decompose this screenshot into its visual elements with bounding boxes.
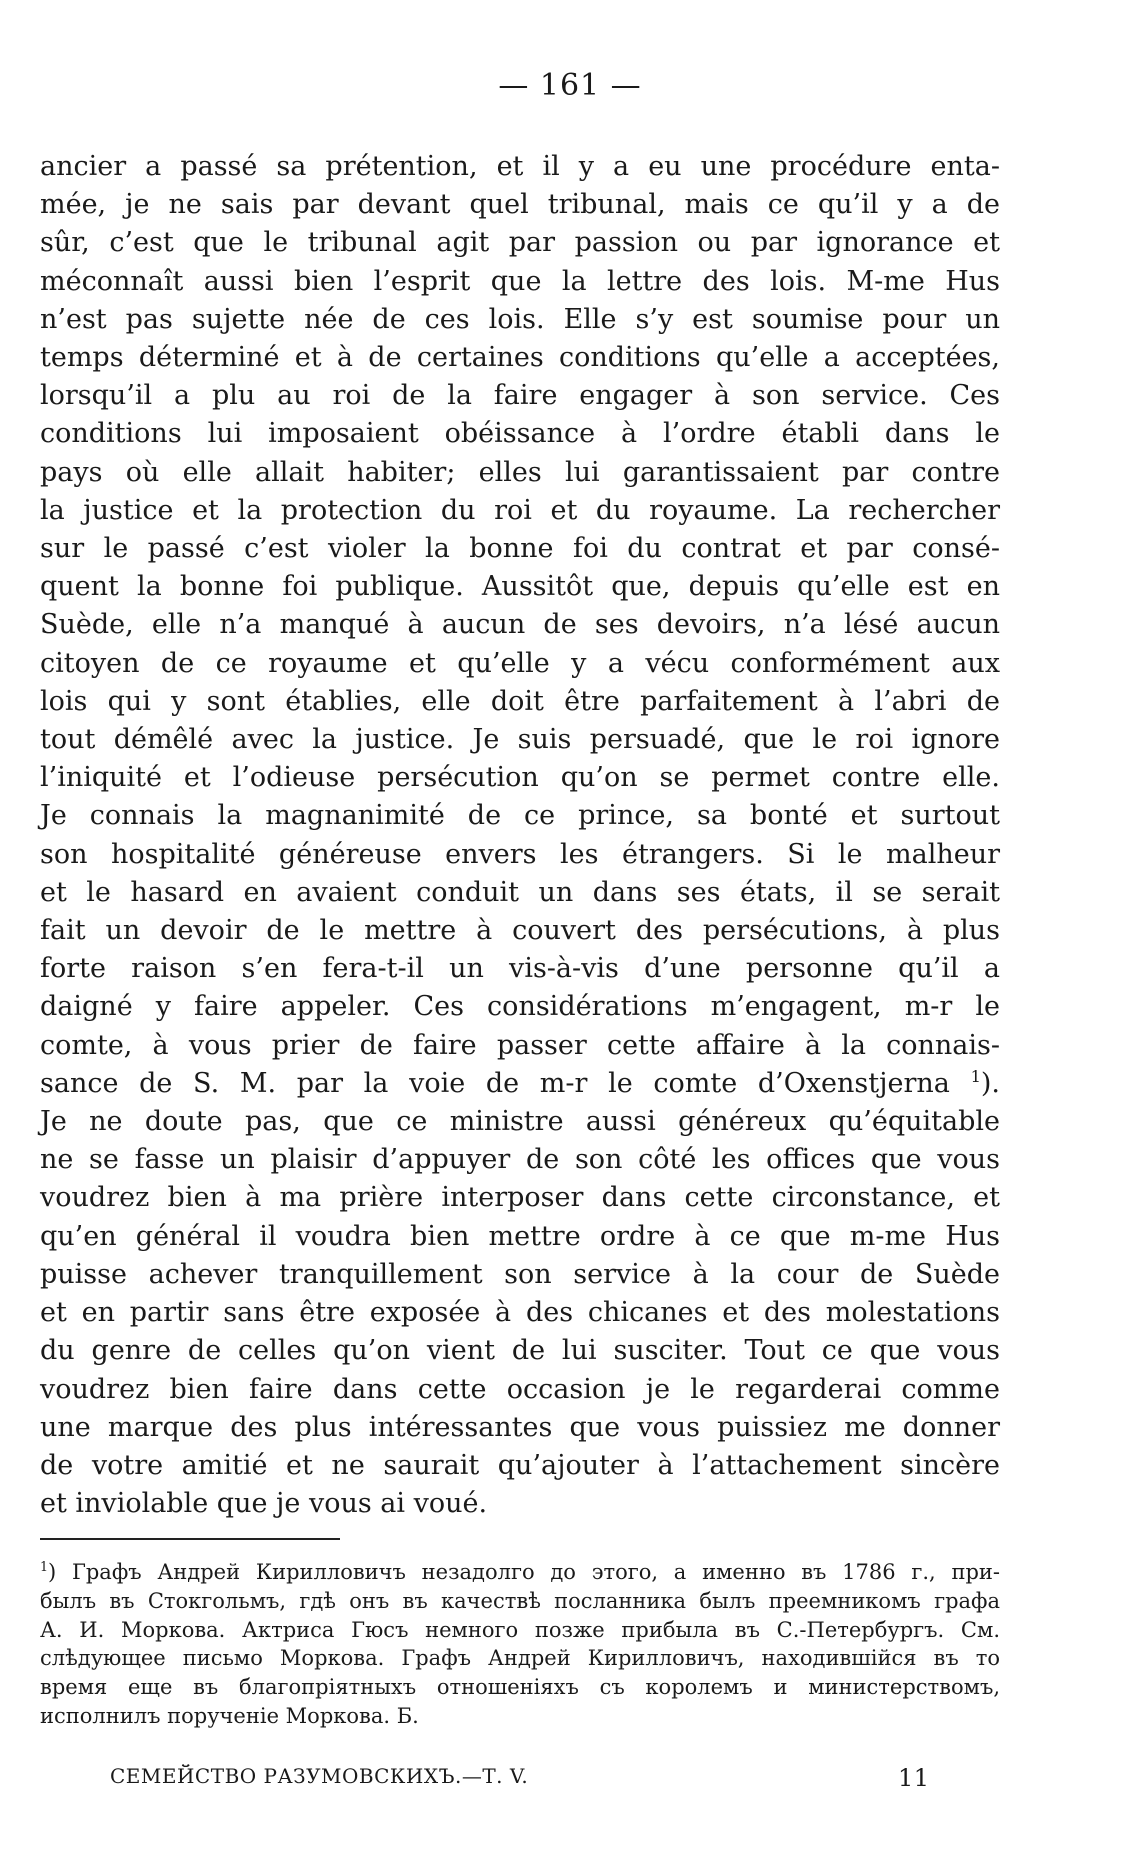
body-line: et le hasard en avaient conduit un dans ses états, il se serait	[40, 876, 1000, 908]
body-line-with-footnote-ref	[40, 1065, 1000, 1103]
body-line: Suède, elle n’a manqué à aucun de ses devoirs, n’a lésé aucun	[40, 609, 1000, 641]
body-line: ne se fasse un plaisir d’appuyer de son côté les offices que vous	[40, 1144, 1000, 1176]
body-line: la justice et la protection du roi et du royaume. La rechercher	[40, 494, 1000, 526]
body-line: ancier a passé sa prétention, et il y a eu une procédure enta-	[40, 151, 1000, 182]
body-line: Je ne doute pas, que ce ministre aussi généreux qu’équitable	[40, 1106, 1000, 1138]
body-line-text: sance de S. M. par la voie de m-r le comte d’Oxenstjerna	[40, 1067, 950, 1099]
body-line: pays où elle allait habiter; elles lui garantissaient par contre	[40, 456, 1000, 488]
footnote-line: время еще въ благопріятныхъ отношеніяхъ съ королемъ и министерствомъ,	[40, 1675, 1000, 1700]
body-line: sûr, c’est que le tribunal agit par passion ou par ignorance et	[40, 227, 1000, 259]
body-line: lois qui y sont établies, elle doit être parfaitement à l’abri de	[40, 685, 1000, 717]
body-line: temps déterminé et à de certaines conditions qu’elle a acceptées,	[40, 342, 1000, 374]
body-line: l’iniquité et l’odieuse persécution qu’on se permet contre elle.	[40, 762, 1000, 794]
body-line: fait un devoir de le mettre à couvert des persécutions, à plus	[40, 915, 1000, 947]
footnote-line: слѣдующее письмо Моркова. Графъ Андрей Кирилловичъ, находившійся въ то	[40, 1646, 1000, 1671]
signature-number: 11	[898, 1764, 930, 1792]
body-line: forte raison s’en fera-t-il un vis-à-vis d’une personne qu’il a	[40, 953, 1000, 985]
body-line: mée, je ne sais par devant quel tribunal, mais ce qu’il y a de	[40, 189, 1000, 221]
body-line: voudrez bien faire dans cette occasion je le regarderai comme	[40, 1373, 1000, 1405]
body-line: du genre de celles qu’on vient de lui susciter. Tout ce que vous	[40, 1335, 1000, 1367]
footnote	[40, 1558, 1000, 1731]
footnote-ref[interactable]: 1	[970, 1066, 981, 1086]
body-line: quent la bonne foi publique. Aussitôt que, depuis qu’elle est en	[40, 571, 1000, 603]
body-line: son hospitalité généreuse envers les étrangers. Si le malheur	[40, 838, 1000, 870]
body-line: et en partir sans être exposée à des chicanes et des molestations	[40, 1297, 1000, 1329]
body-line: comte, à vous prier de faire passer cette affaire à la connais-	[40, 1029, 1000, 1061]
body-line: Je connais la magnanimité de ce prince, sa bonté et surtout	[40, 800, 1000, 832]
body-line: méconnaît aussi bien l’esprit que la lettre des lois. M-me Hus	[40, 265, 1000, 297]
body-line: lorsqu’il a plu au roi de la faire engager à son service. Ces	[40, 380, 1000, 412]
body-line: une marque des plus intéressantes que vous puissiez me donner	[40, 1411, 1000, 1443]
footnote-line: исполнилъ порученіе Моркова. Б.	[40, 1703, 419, 1728]
footnote-ref-suffix: ).	[980, 1067, 1000, 1099]
body-line: n’est pas sujette née de ces lois. Elle s’y est soumise pour un	[40, 303, 1000, 335]
footnote-line	[40, 1558, 1000, 1587]
body-line: de votre amitié et ne saurait qu’ajouter à l’attachement sincère	[40, 1449, 1000, 1481]
footnote-marker: 1	[40, 1559, 49, 1574]
footnote-line: былъ въ Стокгольмъ, гдѣ онъ въ качествѣ посланника былъ преемникомъ графа	[40, 1588, 1000, 1613]
page-number: — 161 —	[498, 68, 642, 103]
body-line: voudrez bien à ma prière interposer dans cette circonstance, et	[40, 1182, 1000, 1214]
body-line: tout démêlé avec la justice. Je suis persuadé, que le roi ignore	[40, 724, 1000, 756]
footnote-line: А. И. Моркова. Актриса Гюсъ немного позже прибыла въ С.-Петербургъ. См.	[40, 1617, 1000, 1642]
body-line: daigné y faire appeler. Ces considérations m’engagent, m-r le	[40, 991, 1000, 1023]
signature-title: СЕМЕЙСТВО РАЗУМОВСКИХЪ.—Т. V.	[110, 1764, 529, 1788]
body-line: et inviolable que je vous ai voué.	[40, 1488, 488, 1520]
body-line: citoyen de ce royaume et qu’elle y a vécu conformément aux	[40, 647, 1000, 679]
body-line: puisse achever tranquillement son service à la cour de Suède	[40, 1258, 1000, 1290]
letter-body	[40, 148, 1000, 1523]
body-line: sur le passé c’est violer la bonne foi du contrat et par consé-	[40, 533, 1000, 565]
footnote-divider	[40, 1538, 340, 1540]
body-line: qu’en général il voudra bien mettre ordre à ce que m-me Hus	[40, 1220, 1000, 1252]
body-line: conditions lui imposaient obéissance à l’ordre établi dans le	[40, 418, 1000, 450]
footnote-line-text: ) Графъ Андрей Кирилловичъ незадолго до этого, а именно въ 1786 г., при-	[48, 1560, 1000, 1584]
